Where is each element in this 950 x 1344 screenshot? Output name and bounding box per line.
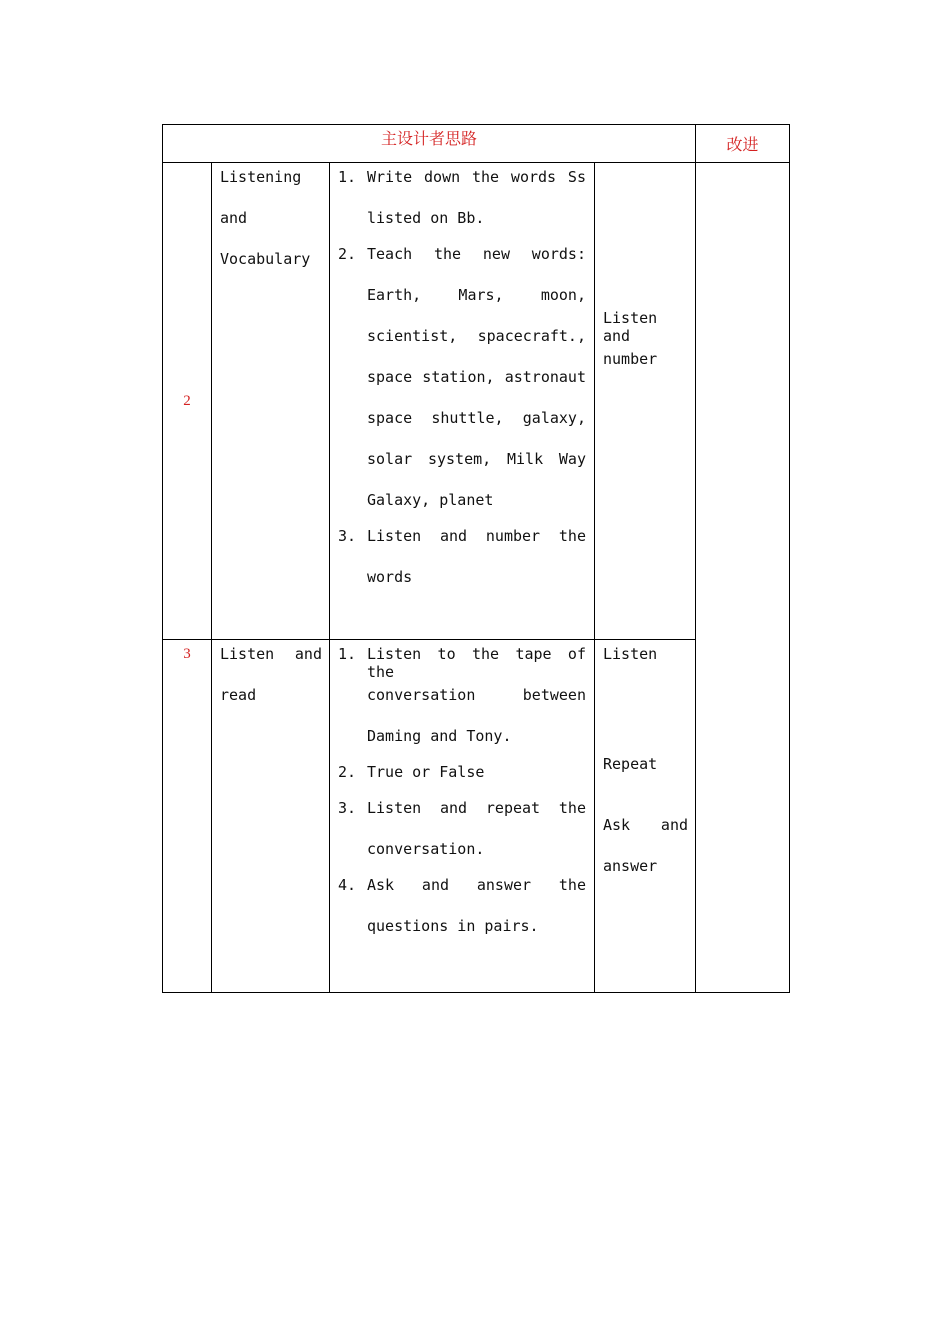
header-row [163,125,790,163]
procedure-cell [330,640,595,993]
list-item: 2. Teach the new words: Earth, Mars, moon, scientist, spacecraft., space station, astronaut space shuttle, galaxy, solar system, Milk Way Galaxy, planet [338,245,586,509]
stage-line: and [220,209,248,227]
step-number: 3 [163,640,212,993]
activity-line: number [603,350,658,368]
stage-line: Vocabulary [220,250,311,268]
lesson-plan-table [162,124,790,993]
improvement-cell [696,163,790,993]
activity-line: Listen and [603,309,658,345]
stage-cell [212,163,330,640]
activity-cell [595,640,696,993]
improvement-header: 改进 [696,125,790,163]
list-item: 1. Listen to the tape of the conversation between Daming and Tony. [338,645,586,745]
list-item: 2. True or False [338,763,485,781]
activity-line: Repeat [603,755,658,773]
list-item: 3. Listen and number the words [338,527,586,586]
table-row [163,640,790,993]
activity-cell [595,163,696,640]
list-item: 3. Listen and repeat the conversation. [338,799,586,858]
stage-line: read [220,686,257,704]
designer-ideas-header: 主设计者思路 [163,125,696,163]
step-number: 2 [163,163,212,640]
procedure-cell [330,163,595,640]
activity-line: answer [603,857,658,875]
list-item: 1. Write down the words Ss listed on Bb. [338,168,586,227]
stage-line: Listening [220,168,302,186]
stage-cell [212,640,330,993]
stage-line: Listen and [220,645,322,663]
list-item: 4. Ask and answer the questions in pairs. [338,876,586,935]
activity-line: Ask and [603,816,689,834]
table-row [163,163,790,640]
activity-line: Listen [603,645,658,663]
